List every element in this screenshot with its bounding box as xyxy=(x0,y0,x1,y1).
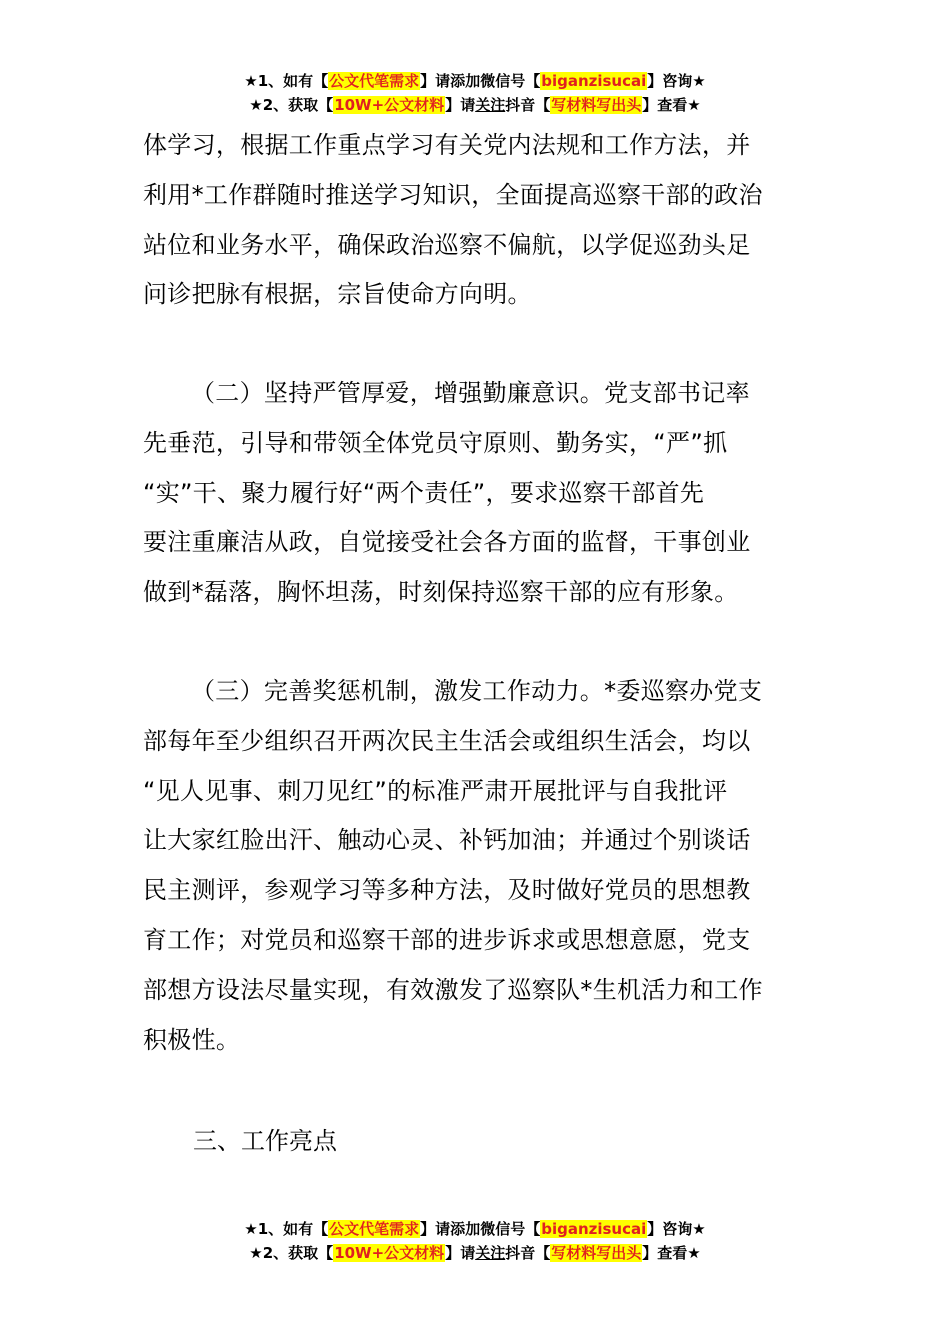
text-line: 部每年至少组织召开两次民主生活会或组织生活会，均以 xyxy=(143,726,751,755)
banner-highlight: 10W+公文材料 xyxy=(334,96,445,114)
text-line: 体学习，根据工作重点学习有关党内法规和工作方法，并 xyxy=(143,131,751,159)
text-line: 先垂范，引导和带领全体党员守原则、勤务实，“严”抓 xyxy=(143,428,728,457)
bottom-banner xyxy=(0,1217,950,1265)
text-line: “见人见事、刺刀见红”的标准严肃开展批评与自我批评 xyxy=(143,776,728,805)
paragraph-study xyxy=(143,121,813,320)
banner-text: ★1、如有【 xyxy=(244,1220,329,1238)
banner-text: 】查看★ xyxy=(642,96,701,114)
banner-highlight: 公文代笔需求 xyxy=(329,72,420,90)
text-line: 做到*磊落，胸怀坦荡，时刻保持巡察干部的应有形象。 xyxy=(143,578,739,607)
banner-text: 】请 xyxy=(445,96,476,114)
banner-text: 】咨询★ xyxy=(647,72,706,90)
text-line: 部想方设法尽量实现，有效激发了巡察队*生机活力和工作 xyxy=(143,975,763,1004)
banner-text: 抖音【 xyxy=(505,96,551,114)
banner-highlight: biganzisucai xyxy=(541,1220,647,1238)
text-line: 站位和业务水平，确保政治巡察不偏航，以学促巡劲头足 xyxy=(143,230,751,259)
text-line: 育工作；对党员和巡察干部的进步诉求或思想意愿，党支 xyxy=(143,925,751,954)
section-heading: 三、工作亮点 xyxy=(193,1127,337,1155)
banner-line-1 xyxy=(0,69,950,93)
banner-text: 】查看★ xyxy=(642,1244,701,1262)
banner-text: 关注 xyxy=(475,96,506,114)
text-line: 积极性。 xyxy=(143,1025,241,1054)
text-line: 问诊把脉有根据，宗旨使命方向明。 xyxy=(143,280,532,309)
text-line: 要注重廉洁从政，自觉接受社会各方面的监督，干事创业 xyxy=(143,528,751,557)
text-line: 利用*工作群随时推送学习知识，全面提高巡察干部的政治 xyxy=(143,180,763,209)
text-line: “实”干、聚力履行好“两个责任”，要求巡察干部首先 xyxy=(143,478,705,507)
banner-text: 抖音【 xyxy=(505,1244,551,1262)
banner-line-2 xyxy=(0,1241,950,1265)
banner-text: 微信号【 xyxy=(480,1220,541,1238)
banner-text: 微信号【 xyxy=(480,72,541,90)
banner-text: ★1、如有【 xyxy=(244,72,329,90)
text-line: （三）完善奖惩机制，激发工作动力。*委巡察办党支 xyxy=(191,677,763,705)
banner-text: 】请添 xyxy=(420,72,466,90)
banner-highlight: 写材料写出头 xyxy=(551,1244,642,1262)
banner-text: ★2、获取【 xyxy=(249,1244,334,1262)
banner-text: 关注 xyxy=(475,1244,506,1262)
banner-highlight: 写材料写出头 xyxy=(551,96,642,114)
banner-text: 】请 xyxy=(445,1244,476,1262)
banner-text: 加 xyxy=(465,1220,481,1238)
text-line: 让大家红脸出汗、触动心灵、补钙加油；并通过个别谈话 xyxy=(143,826,751,855)
banner-line-2 xyxy=(0,93,950,117)
banner-text: 加 xyxy=(465,72,481,90)
top-banner xyxy=(0,69,950,117)
paragraph-discipline xyxy=(143,369,813,618)
banner-highlight: 10W+公文材料 xyxy=(334,1244,445,1262)
text-line: 民主测评，参观学习等多种方法，及时做好党员的思想教 xyxy=(143,876,751,905)
banner-text: 】请添 xyxy=(420,1220,466,1238)
banner-line-1 xyxy=(0,1217,950,1241)
banner-text: 】咨询★ xyxy=(647,1220,706,1238)
banner-highlight: biganzisucai xyxy=(541,72,647,90)
banner-highlight: 公文代笔需求 xyxy=(329,1220,420,1238)
text-line: （二）坚持严管厚爱，增强勤廉意识。党支部书记率 xyxy=(191,379,750,407)
paragraph-incentives xyxy=(143,667,813,1065)
banner-text: ★2、获取【 xyxy=(249,96,334,114)
